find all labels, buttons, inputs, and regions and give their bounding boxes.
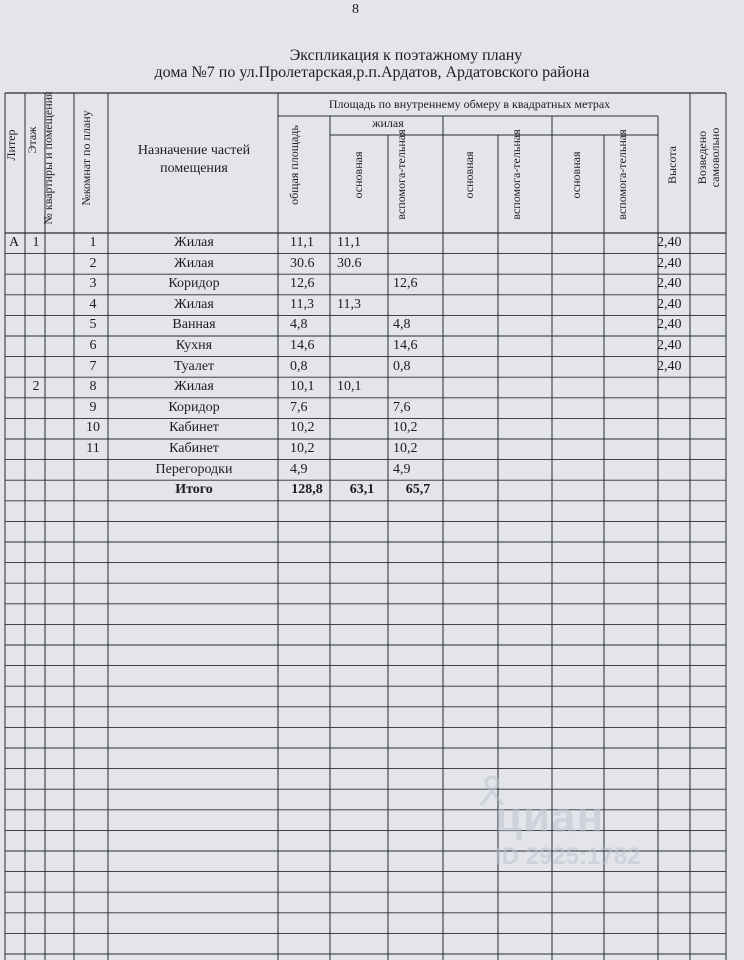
cell-etazh: 2	[32, 379, 40, 395]
cell-total: 0,8	[290, 358, 308, 374]
total-name: Итого	[175, 482, 213, 498]
cell-height: 2,40	[657, 358, 682, 374]
header-naznachenie: Назначение частей помещения	[137, 143, 251, 176]
cell-height: 2,40	[657, 235, 682, 250]
cell-name: Жилая	[174, 296, 214, 312]
title-line-1: Экспликация к поэтажному плану	[289, 47, 523, 64]
cell-height: 2,40	[657, 317, 682, 333]
cell-num: 5	[89, 317, 97, 333]
cell-name: Кухня	[175, 338, 213, 353]
header-obshaya: общая площадь	[287, 125, 301, 205]
cell-total: 4,8	[290, 317, 308, 333]
cell-total: 10,2	[290, 441, 315, 456]
cell-main: 11,1	[337, 235, 361, 250]
total-aux: 65,7	[405, 482, 431, 498]
cell-aux: 7,6	[393, 399, 411, 415]
cell-name: Жилая	[174, 235, 214, 250]
cell-height: 2,40	[657, 255, 682, 271]
header-vspomog-1: вспомога-тельная	[394, 129, 408, 220]
cell-num: 9	[89, 399, 97, 415]
header-kvartiry: № квартиры и помещения	[41, 91, 55, 225]
cell-aux: 10,2	[393, 441, 418, 456]
cell-name: Туалет	[173, 358, 215, 374]
total-total: 128,8	[291, 482, 323, 498]
header-osnovnaya-3: основная	[569, 151, 583, 199]
cell-total: 10,1	[290, 379, 315, 395]
header-osnovnaya-2: основная	[462, 151, 476, 199]
cell-height: 2,40	[657, 338, 682, 353]
cell-name: Жилая	[174, 255, 214, 271]
cell-num: 3	[89, 276, 97, 292]
header-zhilaya: жилая	[372, 116, 404, 130]
cell-total: 10,2	[290, 420, 315, 436]
cell-name: Перегородки	[155, 461, 233, 477]
cell-total: 14,6	[290, 338, 315, 353]
cell-name: Коридор	[168, 399, 220, 415]
cell-aux: 0,8	[393, 358, 411, 374]
page-number: 8	[352, 2, 359, 17]
header-vysota: Высота	[665, 146, 679, 184]
cell-main: 11,3	[337, 296, 361, 312]
cell-num: 8	[89, 379, 97, 395]
header-komnaty: №комнат по плану	[79, 110, 93, 206]
header-etazh: Этаж	[25, 126, 39, 154]
cell-main: 10,1	[337, 379, 362, 395]
cell-num: 11	[86, 441, 100, 456]
cell-aux: 4,8	[393, 317, 411, 333]
total-main: 63,1	[349, 482, 375, 498]
cell-num: 4	[89, 296, 97, 312]
cell-num: 2	[89, 255, 97, 271]
cell-name: Коридор	[168, 276, 220, 292]
cell-num: 10	[86, 420, 100, 436]
cell-num: 7	[89, 358, 97, 374]
watermark-id: ID 2925:1782	[495, 843, 641, 870]
title-line-2: дома №7 по ул.Пролетарская,р.п.Ардатов, Ардатовского района	[154, 64, 590, 81]
cell-total: 11,3	[290, 296, 314, 312]
cell-etazh: 1	[32, 235, 40, 250]
cell-total: 30.6	[290, 255, 315, 271]
cell-name: Жилая	[174, 379, 214, 395]
cell-num: 6	[89, 338, 97, 353]
cell-name: Кабинет	[169, 441, 219, 456]
header-vspomog-2: вспомога-тельная	[509, 129, 523, 220]
cell-height: 2,40	[657, 296, 682, 312]
header-ploshad: Площадь по внутреннему обмеру в квадратных метрах	[328, 97, 611, 111]
cell-name: Ванная	[172, 317, 216, 333]
cell-aux: 12,6	[393, 276, 418, 292]
cell-total: 11,1	[290, 235, 314, 250]
header-liter: Литер	[4, 129, 18, 161]
watermark-brand: циан	[495, 793, 605, 842]
cell-total: 7,6	[290, 399, 308, 415]
cell-aux: 10,2	[393, 420, 418, 436]
header-vozvedeno: Возведено самовольно	[695, 127, 722, 188]
header-vspomog-3: вспомога-тельная	[615, 129, 629, 220]
header-osnovnaya-1: основная	[351, 151, 365, 199]
cell-aux: 4,9	[393, 461, 411, 477]
cell-liter: А	[8, 235, 20, 250]
cell-name: Кабинет	[169, 420, 219, 436]
cell-total: 4,9	[290, 461, 308, 477]
cell-total: 12,6	[290, 276, 315, 292]
cell-height: 2,40	[657, 276, 682, 292]
cell-num: 1	[89, 235, 97, 250]
cell-main: 30.6	[337, 255, 362, 271]
cell-aux: 14,6	[393, 338, 418, 353]
